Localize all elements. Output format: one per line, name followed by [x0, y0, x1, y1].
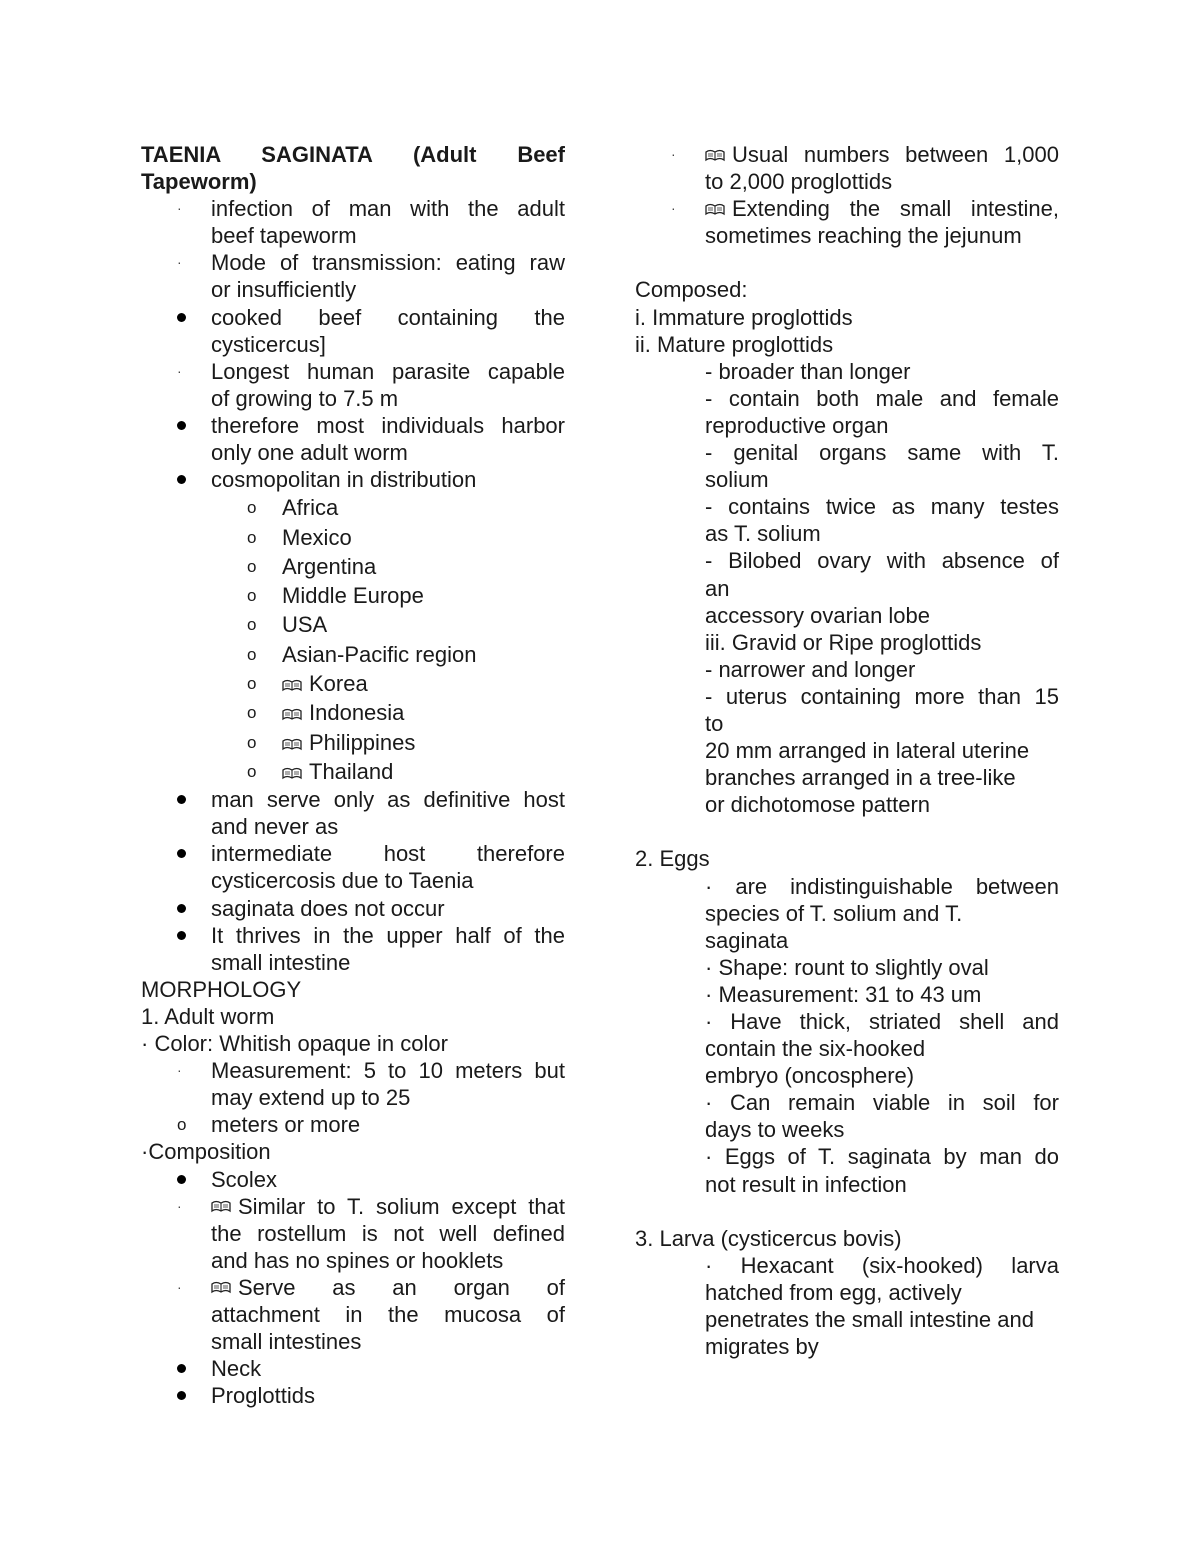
- circle-o-icon: o: [247, 732, 257, 752]
- list-item-text-inner: Usual numbers between 1,000: [732, 142, 1059, 167]
- list-item-line: [141, 412, 565, 439]
- mature-line: or dichotomose pattern: [705, 792, 931, 818]
- book-icon: [705, 202, 725, 216]
- middle-dot-icon: ·: [177, 1197, 182, 1214]
- list-item-text: small intestines: [211, 1329, 362, 1355]
- circle-o-icon: o: [247, 644, 257, 664]
- mature-line: - contains twice as many testes: [705, 494, 1059, 520]
- asian-country-list: [141, 669, 565, 786]
- composed-heading: Composed:: [635, 277, 748, 303]
- larva-details: [635, 1252, 1059, 1360]
- color-line: · Color: Whitish opaque in color: [141, 1031, 448, 1057]
- list-item-text: therefore most individuals harbor: [211, 412, 565, 438]
- country-text: Indonesia: [309, 700, 405, 726]
- list-item-line: [141, 439, 565, 466]
- list-item-text: infection of man with the adult: [211, 196, 565, 222]
- list-item-line: [141, 895, 565, 922]
- mature-line: - contain both male and female: [705, 385, 1059, 411]
- egg-line: species of T. solium and T.: [705, 900, 963, 926]
- list-item-line: [141, 840, 565, 867]
- list-item-line: [141, 1084, 565, 1111]
- list-item-text: [211, 1274, 565, 1301]
- circle-o-icon: o: [247, 703, 257, 723]
- scolex-note-2: [141, 1274, 565, 1355]
- larva-line: migrates by: [705, 1334, 819, 1360]
- meters-more-text: meters or more: [211, 1112, 361, 1138]
- country-text: Thailand: [309, 758, 394, 784]
- list-item-text: saginata does not occur: [211, 895, 445, 921]
- proglottids-item: [141, 1382, 565, 1409]
- list-item-text-inner: Similar to T. solium except that: [238, 1193, 565, 1219]
- list-item-text: man serve only as definitive host: [211, 787, 565, 813]
- middle-dot-icon: ·: [177, 362, 182, 379]
- country-item: [141, 640, 565, 669]
- egg-line: contain the six-hooked: [705, 1036, 926, 1062]
- egg-line: · Measurement: 31 to 43 um: [705, 981, 982, 1007]
- list-item-text: Mode of transmission: eating raw: [211, 250, 565, 276]
- middle-dot-icon: ·: [671, 146, 676, 162]
- mature-line: - broader than longer: [705, 358, 911, 384]
- mature-line: iii. Gravid or Ripe proglottids: [705, 629, 982, 655]
- middle-dot-icon: ·: [177, 254, 182, 271]
- scolex-note-1: [141, 1193, 565, 1274]
- list-item-text: or insufficiently: [211, 277, 357, 303]
- mature-line: branches arranged in a tree-like: [705, 765, 1016, 791]
- middle-dot-icon: ·: [177, 1062, 182, 1079]
- list-item-text: Measurement: 5 to 10 meters but: [211, 1058, 565, 1084]
- egg-line: not result in infection: [705, 1171, 907, 1197]
- larva-line: · Hexacant (six-hooked) larva: [705, 1252, 1059, 1278]
- eggs-details: [635, 873, 1059, 1198]
- mature-line: - narrower and longer: [705, 656, 916, 682]
- mature-line: - genital organs same with T.: [705, 440, 1059, 466]
- circle-o-icon: o: [247, 498, 257, 518]
- list-item-line: [635, 168, 1059, 195]
- country-item: [141, 669, 565, 698]
- circle-o-icon: o: [177, 1115, 187, 1135]
- list-item-line: [141, 949, 565, 976]
- list-item-text-inner: Extending the small intestine,: [732, 196, 1059, 222]
- country-text: Argentina: [282, 553, 377, 579]
- list-item-line: [141, 867, 565, 894]
- circle-o-icon: o: [247, 527, 257, 547]
- country-item: [141, 698, 565, 727]
- country-text: Asian-Pacific region: [282, 641, 477, 667]
- country-text: Africa: [282, 495, 339, 521]
- mature-line: as T. solium: [705, 521, 821, 547]
- list-item-text: cooked beef containing the: [211, 304, 565, 330]
- left-column: [141, 141, 565, 1409]
- mature-details: [635, 358, 1059, 819]
- list-item-line: [141, 385, 565, 412]
- mature-line: - uterus containing more than 15: [705, 683, 1059, 709]
- list-item-text: cysticercus]: [211, 331, 326, 357]
- country-text: Philippines: [309, 729, 416, 755]
- host-list: [141, 786, 565, 976]
- circle-o-icon: o: [247, 615, 257, 635]
- list-item-line: [141, 466, 565, 493]
- list-item-line: [141, 249, 565, 276]
- book-icon: [282, 678, 302, 692]
- measurement-item: [141, 1057, 565, 1111]
- list-item-line: [141, 222, 565, 249]
- book-icon: [211, 1199, 231, 1213]
- country-item: [141, 610, 565, 639]
- middle-dot-icon: ·: [177, 1278, 182, 1295]
- list-item-text: Longest human parasite capable: [211, 358, 565, 384]
- adult-worm-heading: 1. Adult worm: [141, 1003, 275, 1029]
- country-text: Korea: [309, 671, 368, 696]
- scolex-item: [141, 1166, 565, 1193]
- mature-line: an: [705, 575, 730, 601]
- list-item-text: may extend up to 25: [211, 1085, 411, 1111]
- circle-o-icon: o: [247, 674, 257, 693]
- intro-list: [141, 195, 565, 493]
- list-item-text: and never as: [211, 814, 339, 840]
- scolex-text: Scolex: [211, 1166, 278, 1192]
- larva-heading: 3. Larva (cysticercus bovis): [635, 1225, 902, 1251]
- list-item-text: cosmopolitan in distribution: [211, 467, 477, 493]
- country-text: Mexico: [282, 524, 352, 550]
- country-text: USA: [282, 612, 328, 638]
- country-item: [141, 728, 565, 757]
- middle-dot-icon: ·: [177, 200, 182, 217]
- list-item-line: [141, 922, 565, 949]
- egg-line: · Have thick, striated shell and: [705, 1009, 1059, 1034]
- list-item-line: [141, 1247, 565, 1274]
- mature-line: reproductive organ: [705, 412, 889, 438]
- country-item: [141, 581, 565, 610]
- list-item-text: It thrives in the upper half of the: [211, 922, 565, 948]
- list-item-line: [141, 1301, 565, 1328]
- list-item-line: [141, 1220, 565, 1247]
- egg-line: · Eggs of T. saginata by man do: [705, 1144, 1059, 1170]
- list-item-text: to 2,000 proglottids: [705, 169, 893, 195]
- list-item-text: [705, 141, 1059, 168]
- egg-line: · are indistinguishable between: [705, 873, 1059, 899]
- list-item-line: [635, 195, 1059, 222]
- larva-line: penetrates the small intestine and: [705, 1307, 1034, 1333]
- list-item-text: [705, 195, 1059, 222]
- list-item-text: cysticercosis due to Taenia: [211, 868, 474, 894]
- list-item-text: intermediate host therefore: [211, 841, 565, 867]
- list-item-line: [635, 141, 1059, 168]
- circle-o-icon: o: [247, 556, 257, 576]
- circle-o-icon: o: [247, 586, 257, 606]
- proglottid-note-2: [635, 195, 1059, 249]
- mature-line: - Bilobed ovary with absence of: [705, 548, 1059, 574]
- list-item-line: [635, 222, 1059, 249]
- list-item-line: [141, 813, 565, 840]
- list-item-text: the rostellum is not well defined: [211, 1220, 565, 1246]
- book-icon: [282, 707, 302, 721]
- list-item-text: and has no spines or hooklets: [211, 1247, 504, 1273]
- composition-heading: ·Composition: [141, 1139, 271, 1165]
- mature-heading: ii. Mature proglottids: [635, 331, 834, 357]
- list-item-text: only one adult worm: [211, 440, 408, 466]
- middle-dot-icon: ·: [671, 200, 676, 217]
- neck-text: Neck: [211, 1356, 262, 1382]
- eggs-heading: 2. Eggs: [635, 846, 710, 872]
- list-item-text: [211, 1193, 565, 1220]
- morphology-heading: MORPHOLOGY: [141, 976, 302, 1002]
- book-icon: [705, 148, 725, 162]
- mature-line: solium: [705, 467, 769, 493]
- list-item-line: [141, 1328, 565, 1355]
- right-column: [635, 141, 1059, 1360]
- neck-item: [141, 1355, 565, 1382]
- list-item-text: sometimes reaching the jejunum: [705, 223, 1022, 249]
- list-item-text: beef tapeworm: [211, 223, 357, 249]
- egg-line: saginata: [705, 927, 789, 953]
- list-item-text: small intestine: [211, 949, 351, 975]
- country-list: [141, 493, 565, 669]
- country-text: Middle Europe: [282, 583, 424, 609]
- list-item-text-inner: Serve as an organ of: [238, 1274, 565, 1300]
- mature-line: 20 mm arranged in lateral uterine: [705, 738, 1030, 764]
- list-item-line: [141, 195, 565, 222]
- proglottids-text: Proglottids: [211, 1383, 315, 1409]
- country-item: [141, 523, 565, 552]
- country-item: [141, 757, 565, 786]
- egg-line: embryo (oncosphere): [705, 1063, 915, 1089]
- country-item: [141, 493, 565, 522]
- country-item: [141, 552, 565, 581]
- immature-heading: i. Immature proglottids: [635, 304, 853, 330]
- mature-line: accessory ovarian lobe: [705, 602, 931, 628]
- list-item-text: attachment in the mucosa of: [211, 1301, 565, 1327]
- list-item-text: of growing to 7.5 m: [211, 385, 399, 411]
- title-line-2: Tapeworm): [141, 169, 257, 195]
- book-icon: [282, 766, 302, 780]
- title-line-1: TAENIA SAGINATA (Adult Beef: [141, 142, 565, 167]
- egg-line: · Shape: rount to slightly oval: [705, 954, 989, 980]
- list-item-line: [141, 276, 565, 303]
- list-item-line: [141, 1193, 565, 1220]
- mature-line: to: [705, 710, 724, 736]
- larva-line: hatched from egg, actively: [705, 1279, 962, 1305]
- book-icon: [282, 737, 302, 751]
- list-item-line: [141, 786, 565, 813]
- egg-line: days to weeks: [705, 1117, 845, 1143]
- list-item-line: [141, 358, 565, 385]
- egg-line: · Can remain viable in soil for: [705, 1090, 1059, 1116]
- book-icon: [211, 1280, 231, 1294]
- proglottid-note-1: [635, 141, 1059, 195]
- list-item-line: [141, 331, 565, 358]
- meters-more-item: [141, 1111, 565, 1138]
- list-item-line: [141, 1057, 565, 1084]
- circle-o-icon: o: [247, 761, 257, 781]
- list-item-line: [141, 304, 565, 331]
- list-item-line: [141, 1274, 565, 1301]
